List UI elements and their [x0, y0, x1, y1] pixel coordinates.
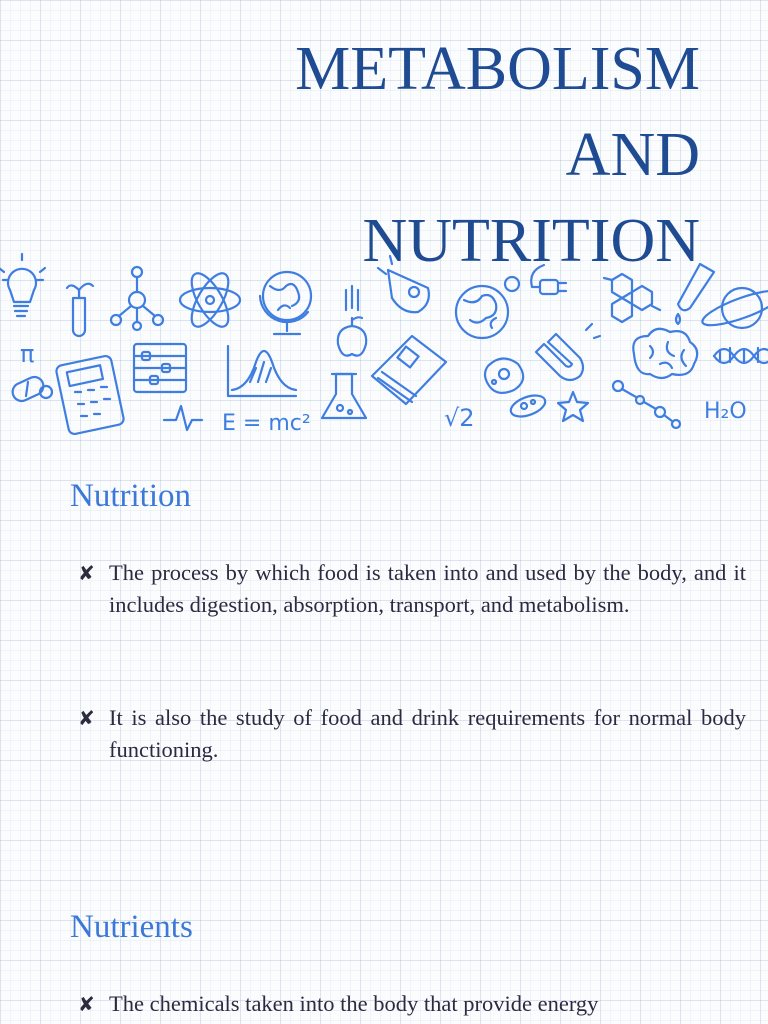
- cross-mark-icon: ✘: [78, 992, 95, 1016]
- title-line-3: NUTRITION: [362, 207, 700, 275]
- atom-chain-icon: [613, 381, 680, 428]
- globe-icon: [260, 272, 311, 334]
- bullet-text: It is also the study of food and drink requirements for normal body functioning.: [109, 705, 746, 762]
- magnet-icon: [536, 324, 600, 380]
- section-heading-nutrients: Nutrients: [70, 909, 193, 945]
- bell-curve-graph-icon: [228, 346, 296, 396]
- apple-icon: [338, 286, 366, 356]
- small-moon-icon: [505, 277, 519, 291]
- emc2-formula: E = mc²: [222, 411, 311, 436]
- star-icon: [558, 392, 588, 421]
- section-heading-nutrition: Nutrition: [70, 478, 191, 514]
- pi-symbol-icon: π: [20, 340, 35, 368]
- light-bulb-icon: [0, 254, 45, 316]
- calculator-icon: [55, 355, 124, 435]
- title-line-1: METABOLISM: [295, 35, 700, 103]
- cell-icon: [485, 358, 523, 392]
- molecule-icon: [111, 267, 163, 330]
- planet-earth-icon: [456, 286, 508, 338]
- sprout-test-tube-icon: [67, 284, 93, 336]
- flask-icon: [322, 374, 366, 418]
- plug-icon: [531, 265, 566, 294]
- bullet-text: The process by which food is taken into and used by the body, and it includes digestion, absorption, transport, and metabolism.: [109, 560, 746, 617]
- brain-icon: [633, 329, 697, 378]
- cross-mark-icon: ✘: [78, 561, 95, 585]
- slide-title: [295, 26, 700, 284]
- saturn-icon: [699, 284, 768, 332]
- square-root-icon: √2: [444, 404, 475, 432]
- atom-icon: [180, 268, 240, 332]
- bullet-item: [78, 557, 746, 621]
- bullet-item: [78, 702, 746, 766]
- bullet-text: The chemicals taken into the body that provide energy: [109, 991, 599, 1016]
- dna-icon: [714, 348, 768, 363]
- capsule-icon: [10, 374, 52, 404]
- water-formula-icon: H₂O: [704, 399, 747, 424]
- cross-mark-icon: ✘: [78, 706, 95, 730]
- title-line-2: AND: [565, 121, 700, 189]
- book-icon: [372, 336, 446, 404]
- bacteria-icon: [508, 391, 548, 420]
- hexagon-molecule-icon: [604, 274, 660, 322]
- heartbeat-icon: [164, 406, 202, 430]
- bullet-item: [78, 988, 746, 1020]
- abacus-icon: [134, 344, 186, 392]
- science-doodle-banner: [0, 250, 768, 440]
- rocket-icon: [378, 256, 429, 312]
